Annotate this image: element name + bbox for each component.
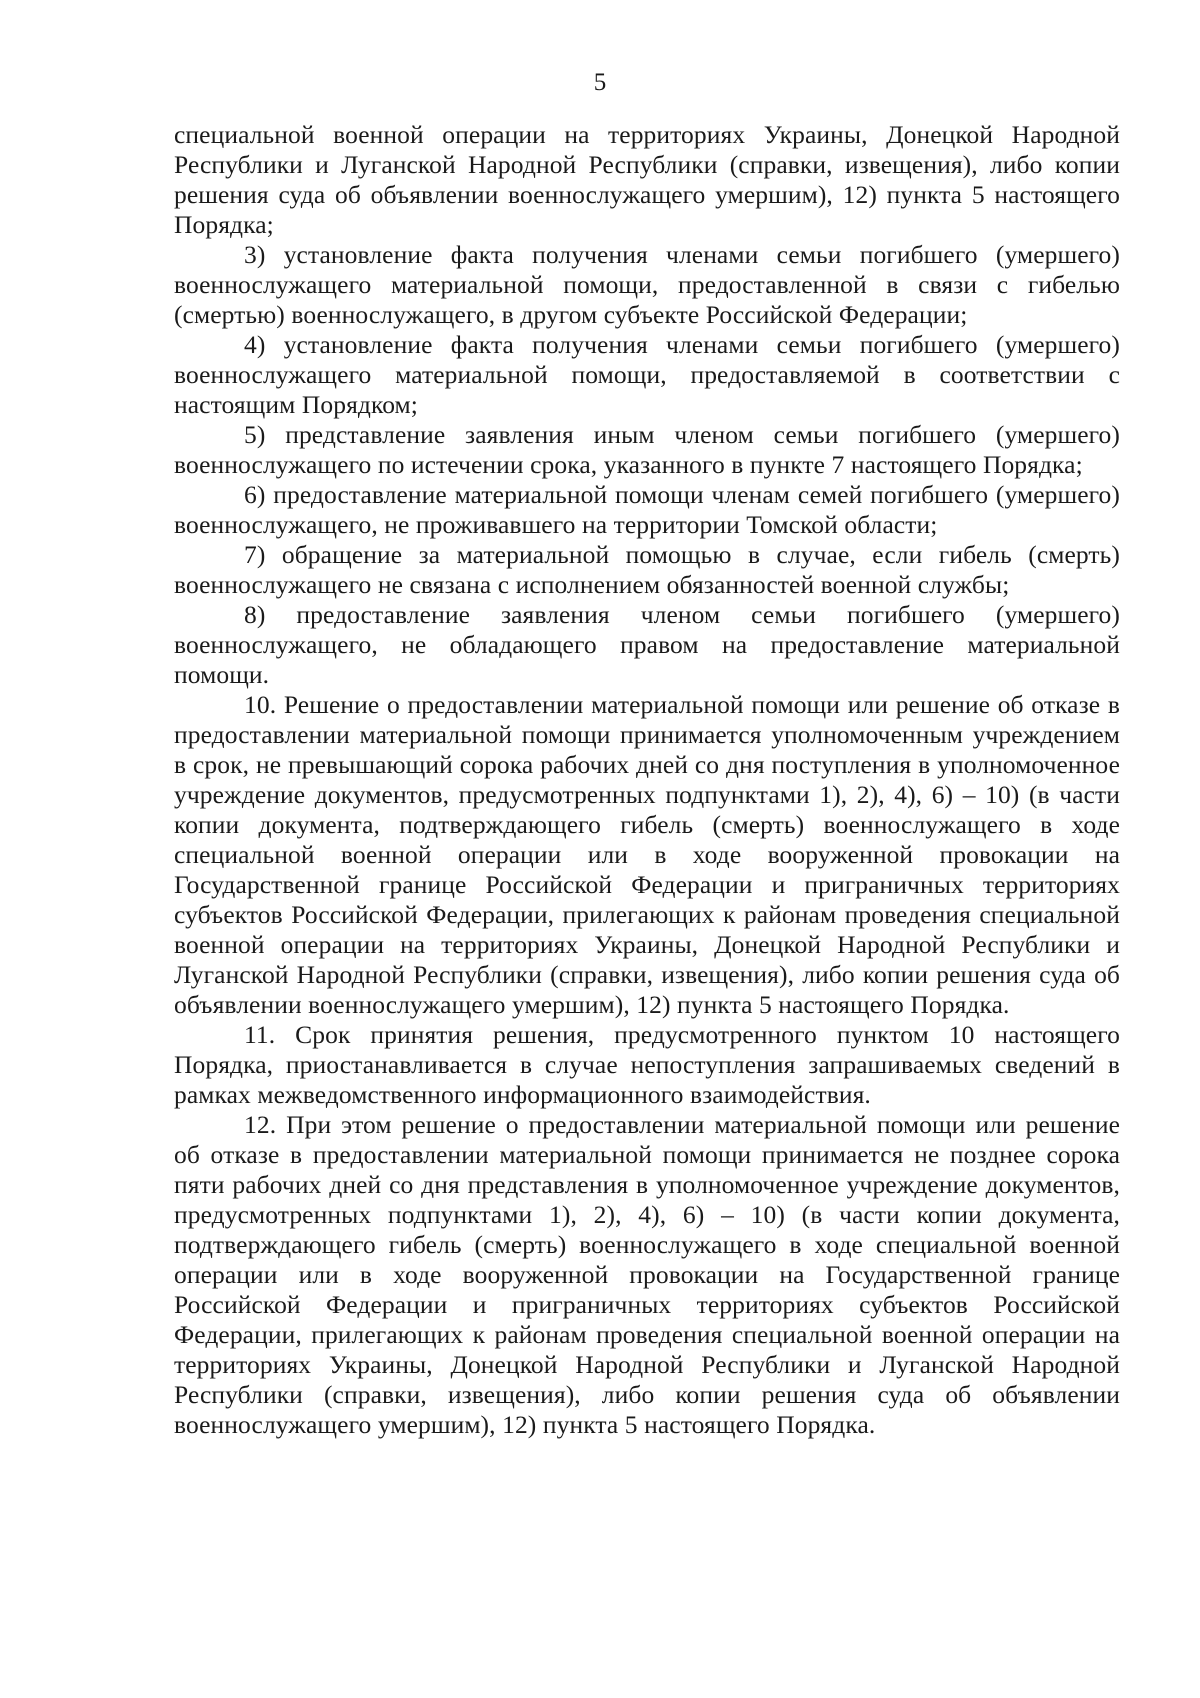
list-item-3: 3) установление факта получения членами семьи погибшего (умершего) военнослужащего материальной помощи, предоставленной в связи с гибелью (смертью) военнослужащего, в другом субъекте Российской Федерации;	[174, 240, 1120, 329]
clause-11: 11. Срок принятия решения, предусмотренного пунктом 10 настоящего Порядка, приостанавливается в случае непоступления запрашиваемых сведений в рамках межведомственного информационного взаимодействия.	[174, 1020, 1120, 1109]
clause-10: 10. Решение о предоставлении материальной помощи или решение об отказе в предоставлении материальной помощи принимается уполномоченным учреждением в срок, не превышающий сорока рабочих дней со дня поступления в уполномоченное учреждение документов, предусмотренных подпунктами 1), 2), 4), 6) – 10) (в части копии документа, подтверждающего гибель (смерть) военнослужащего в ходе специальной военной операции или в ходе вооруженной провокации на Государственной границе Российской Федерации и приграничных территориях субъектов Российской Федерации, прилегающих к районам проведения специальной военной операции на территориях Украины, Донецкой Народной Республики и Луганской Народной Республики (справки, извещения), либо копии решения суда об объявлении военнослужащего умершим), 12) пункта 5 настоящего Порядка.	[174, 690, 1120, 1019]
clause-12: 12. При этом решение о предоставлении материальной помощи или решение об отказе в предоставлении материальной помощи принимается не позднее сорока пяти рабочих дней со дня представления в уполномоченное учреждение документов, предусмотренных подпунктами 1), 2), 4), 6) – 10) (в части копии документа, подтверждающего гибель (смерть) военнослужащего в ходе специальной военной операции или в ходе вооруженной провокации на Государственной границе Российской Федерации и приграничных территориях субъектов Российской Федерации, прилегающих к районам проведения специальной военной операции на территориях Украины, Донецкой Народной Республики и Луганской Народной Республики (справки, извещения), либо копии решения суда об объявлении военнослужащего умершим), 12) пункта 5 настоящего Порядка.	[174, 1110, 1120, 1439]
list-item-7: 7) обращение за материальной помощью в случае, если гибель (смерть) военнослужащего не связана с исполнением обязанностей военной службы;	[174, 540, 1120, 599]
paragraph-continuation: специальной военной операции на территориях Украины, Донецкой Народной Республики и Луганской Народной Республики (справки, извещения), либо копии решения суда об объявлении военнослужащего умершим), 12) пункта 5 настоящего Порядка;	[174, 120, 1120, 239]
list-item-6: 6) предоставление материальной помощи членам семей погибшего (умершего) военнослужащего, не проживавшего на территории Томской области;	[174, 480, 1120, 539]
document-body	[174, 120, 1120, 1440]
list-item-4: 4) установление факта получения членами семьи погибшего (умершего) военнослужащего материальной помощи, предоставляемой в соответствии с настоящим Порядком;	[174, 330, 1120, 419]
page-number: 5	[593, 69, 607, 96]
list-item-5: 5) представление заявления иным членом семьи погибшего (умершего) военнослужащего по истечении срока, указанного в пункте 7 настоящего Порядка;	[174, 420, 1120, 479]
list-item-8: 8) предоставление заявления членом семьи погибшего (умершего) военнослужащего, не обладающего правом на предоставление материальной помощи.	[174, 600, 1120, 689]
